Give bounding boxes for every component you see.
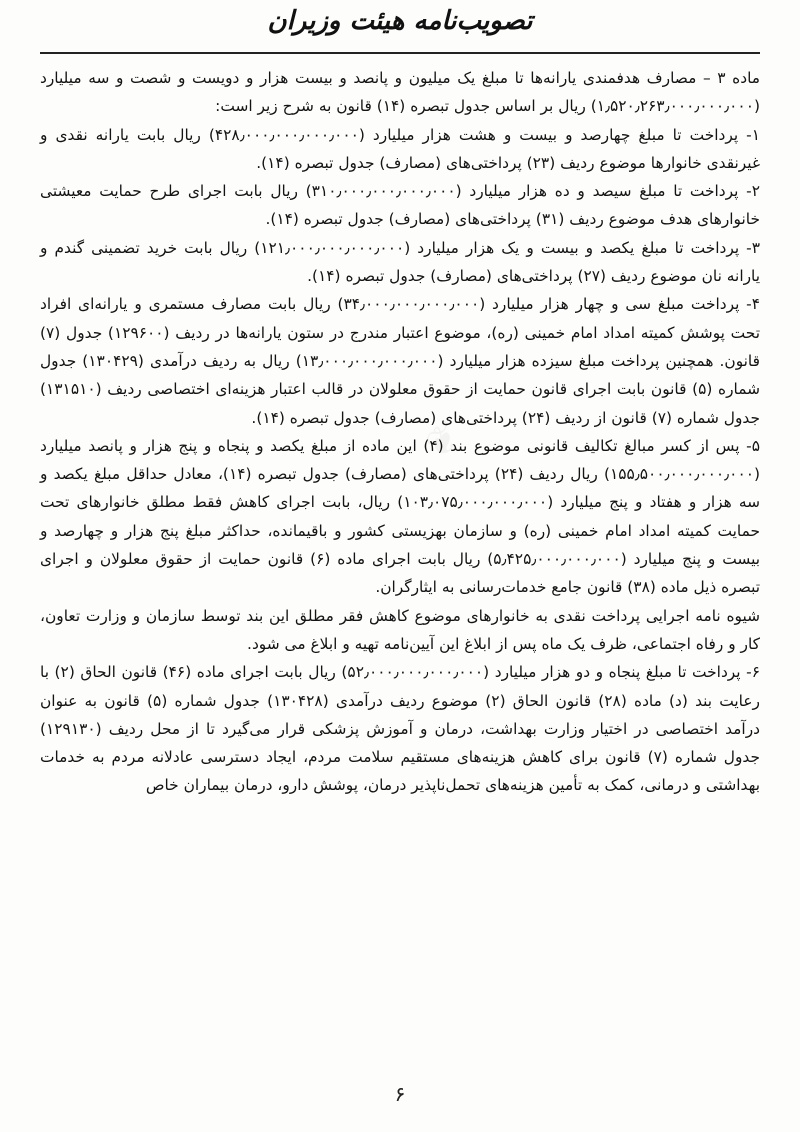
header-divider [40, 52, 760, 54]
clause-3: ۳- پرداخت تا مبلغ یکصد و بیست و یک هزار میلیارد (۱۲۱٫۰۰۰٫۰۰۰٫۰۰۰٫۰۰۰) ریال بابت خرید تضمینی گندم و یارانه نان موضوع ردیف (۲۷) پرداختی‌های (مصارف) جدول تبصره (۱۴). [40, 238, 761, 286]
article-3-intro: ماده ۳ – مصارف هدفمندی یارانه‌ها تا مبلغ یک میلیون و پانصد و بیست هزار و دویست و شصت و سه میلیارد (۱٫۵۲۰٫۲۶۳٫۰۰۰٫۰۰۰٫۰۰۰) ریال بر اساس جدول تبصره (۱۴) قانون به شرح زیر است: [40, 69, 761, 116]
clause-6: ۶- پرداخت تا مبلغ پنجاه و دو هزار میلیارد (۵۲٫۰۰۰٫۰۰۰٫۰۰۰٫۰۰۰) ریال بابت اجرای ماده (۴۶) قانون الحاق (۲) با رعایت بند (د) ماده (۲۸) قانون الحاق (۲) موضوع ردیف درآمدی (۱۳۰۴۲۸) جدول شماره (۵) قانون به عنوان درآمد اختصاصی در اختیار وزارت بهداشت، درمان و آموزش پزشکی قرار می‌گیرد تا از محل ردیف (۱۲۹۱۳۰) جدول شماره (۷) قانون برای کاهش هزینه‌های مستقیم سلامت مردم، ایجاد دسترسی عادلانه مردم به خدمات بهداشتی و درمانی، کمک به تأمین هزینه‌های تحمل‌ناپذیر درمان، پوشش دارو، درمان بیماران خاص [40, 663, 760, 795]
clause-1: ۱- پرداخت تا مبلغ چهارصد و بیست و هشت هزار میلیارد (۴۲۸٫۰۰۰٫۰۰۰٫۰۰۰٫۰۰۰) ریال بابت یارانه نقدی و غیرنقدی خانوارها موضوع ردیف (۲۳) پرداختی‌های (مصارف) جدول تبصره (۱۴). [40, 125, 760, 172]
clause-2: ۲- پرداخت تا مبلغ سیصد و ده هزار میلیارد (۳۱۰٫۰۰۰٫۰۰۰٫۰۰۰٫۰۰۰) ریال بابت اجرای طرح حمایت معیشتی خانوارهای هدف موضوع ردیف (۳۱) پرداختی‌های (مصارف) جدول تبصره (۱۴). [40, 182, 760, 229]
page-number: ۶ [394, 1082, 406, 1106]
page-header-title: تصویب‌نامه هیئت وزیران [267, 6, 533, 36]
clause-4: ۴- پرداخت مبلغ سی و چهار هزار میلیارد (۳۴٫۰۰۰٫۰۰۰٫۰۰۰٫۰۰۰) ریال بابت مصارف مستمری و یارانه‌ای افراد تحت پوشش کمیته امداد امام خمینی (ره)، موضوع اعتبار مندرج در ستون یارانه‌ها در ردیف (۱۲۹۶۰۰) جدول (۷) قانون. همچنین پرداخت مبلغ سیزده هزار میلیارد (۱۳٫۰۰۰٫۰۰۰٫۰۰۰٫۰۰۰) ریال به ردیف درآمدی (۱۳۰۴۲۹) جدول شماره (۵) قانون بابت اجرای قانون حمایت از حقوق معلولان در قالب اعتبار هزینه‌ای اختصاصی ردیف (۱۳۱۵۱۰) جدول شماره (۷) قانون از ردیف (۲۴) پرداختی‌های (مصارف) جدول تبصره (۱۴). [40, 295, 760, 427]
document-body [40, 64, 760, 800]
clause-5-guideline: شیوه نامه اجرایی پرداخت نقدی به خانوارهای موضوع کاهش فقر مطلق این بند توسط سازمان و وزارت تعاون، کار و رفاه اجتماعی، ظرف یک ماه پس از ابلاغ این آیین‌نامه تهیه و ابلاغ می شود. [40, 606, 760, 653]
clause-5: ۵- پس از کسر مبالغ تکالیف قانونی موضوع بند (۴) این ماده از مبلغ یکصد و پنجاه و پنج هزار و پانصد میلیارد (۱۵۵٫۵۰۰٫۰۰۰٫۰۰۰٫۰۰۰) ریال ردیف (۲۴) پرداختی‌های (مصارف) جدول تبصره (۱۴)، معادل حداقل مبلغ یکصد و سه هزار و هفتاد و پنج میلیارد (۱۰۳٫۰۷۵٫۰۰۰٫۰۰۰٫۰۰۰) ریال، بابت اجرای کاهش فقط مطلق خانوارهای تحت حمایت کمیته امداد امام خمینی (ره) و سازمان بهزیستی کشور و باقیمانده، حداکثر مبلغ پنج هزار و چهارصد و بیست و پنج میلیارد (۵٫۴۲۵٫۰۰۰٫۰۰۰٫۰۰۰) ریال بابت اجرای ماده (۶) قانون حمایت از حقوق معلولان و اجرای تبصره ذیل ماده (۳۸) قانون جامع خدمات‌رسانی به ایثارگران. [40, 436, 761, 597]
